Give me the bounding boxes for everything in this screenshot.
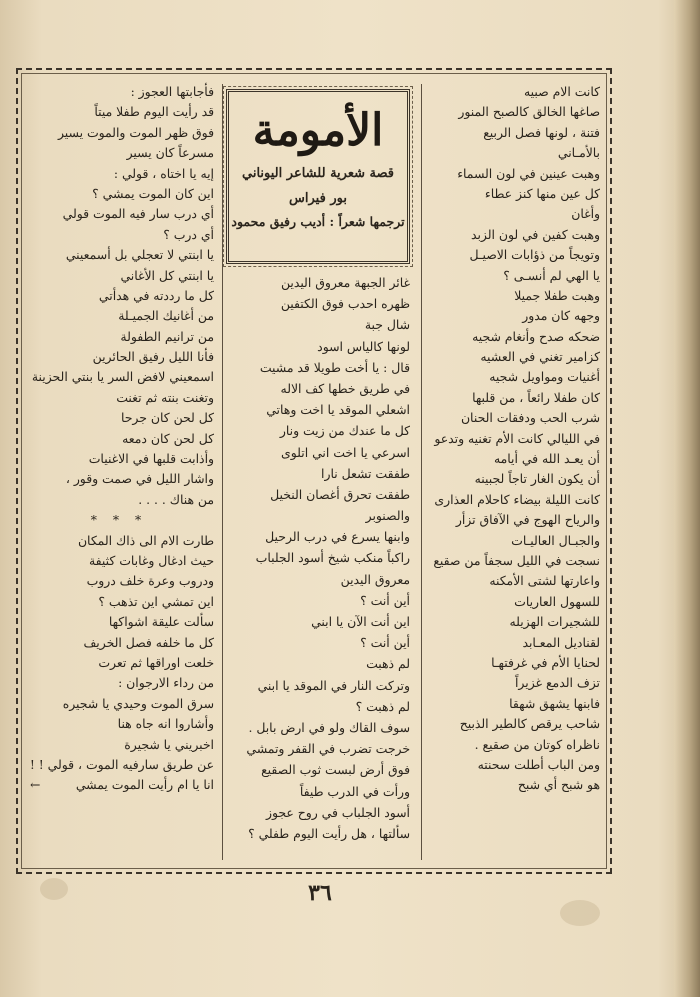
- column-divider: [421, 84, 422, 860]
- poem-line: من ترانيم الطفولة: [120, 328, 214, 344]
- poem-line: وتويجاً من ذؤابات الاصيـل: [469, 247, 600, 263]
- poem-line: أين أنت ؟: [360, 592, 410, 608]
- poem-line: كانت الليلة بيضاء كاحلام العذارى: [434, 491, 600, 507]
- poem-line: سرق الموت وحيدي يا شجيره: [62, 695, 214, 711]
- poem-line: وأشاروا انه جاه هنا: [117, 716, 214, 732]
- poem-line: ضحكه صدح وأنغام شجيه: [472, 328, 600, 344]
- poem-line: بالأمـاني: [557, 145, 600, 161]
- poem-line: نسجت في الليل سجفاً من صقيع: [433, 552, 600, 568]
- poem-line: كل لحن كان جرحا: [120, 410, 214, 426]
- poem-line: للسهول العاريات: [514, 593, 600, 609]
- poem-line: قال : يا أخت طويلا قد مشيت: [259, 359, 410, 375]
- poem-line: أين أنت ؟: [360, 635, 410, 651]
- poem-line: اسرعي يا اخت اني اتلوى: [281, 444, 410, 460]
- poem-subtitle: قصة شعرية للشاعر اليوناني: [242, 166, 394, 181]
- poem-line: طارت الام الى ذاك المكان: [77, 532, 214, 548]
- poem-line: اخبريني يا شجيرة: [124, 736, 214, 752]
- poet-name: بور فيراس: [289, 191, 347, 206]
- poem-line: خرجت تضرب في القفر وتمشي: [246, 741, 410, 757]
- poem-line: كل ما عندك من زيت ونار: [279, 423, 410, 439]
- poem-line: اين أنت الآن يا ابني: [311, 614, 410, 629]
- poem-line: كل ما خلفه فصل الخريف: [83, 634, 214, 650]
- poem-line: اسمعيني لافض السر يا بنتي الحزينة: [31, 369, 214, 385]
- poem-line: من رداء الارجوان :: [118, 675, 214, 691]
- poem-line: أي درب ؟: [163, 226, 214, 242]
- poem-line: والرياح الهوج في الآفاق تزأر: [455, 512, 600, 528]
- poem-line: كزامير تغني في العشيه: [480, 349, 600, 365]
- poem-line: طفقت تحرق أغصان النخيل: [270, 486, 410, 502]
- poem-line: ورأت في الدرب طيفاً: [299, 783, 410, 799]
- poem-line: معروق اليدين: [340, 571, 410, 587]
- poem-line: كل عين منها كنز عطاء: [484, 185, 600, 201]
- translator-credit: ترجمها شعراً : أديب رفيق محمود: [231, 214, 405, 229]
- poem-line: غائر الجبهة معروق اليدين: [280, 275, 410, 290]
- poem-line: اين تمشي اين تذهب ؟: [98, 593, 214, 609]
- poem-line: شرب الحب ودفقات الحنان: [460, 410, 600, 426]
- poem-line: فابنها يشهق شهقا: [509, 695, 600, 711]
- poem-line: هو شبح أي شبح: [517, 777, 600, 793]
- poem-line: وهبت عينين في لون السماء: [457, 165, 600, 181]
- poem-line: كل ما رددته في هدأتي: [98, 287, 214, 303]
- poem-line: وأذابت قلبها في الاغنيات: [88, 451, 214, 467]
- poem-line: واشار الليل في صمت وقور ،: [65, 471, 214, 487]
- poem-line: اشعلي الموقد يا اخت وهاتي: [266, 402, 410, 418]
- poem-line: اين كان الموت يمشي ؟: [92, 185, 214, 201]
- poem-line: صاغها الخالق كالصبح المنور: [458, 104, 600, 120]
- poem-line: ومن الباب أطلت سحنته: [477, 756, 600, 772]
- poem-line: وهبت طفلا جميلا: [514, 287, 600, 303]
- poem-line: يا ابنتي لا تعجلي بل أسمعيني: [65, 247, 214, 263]
- poem-line: لقناديل المعـابد: [522, 634, 600, 650]
- poem-line: خلعت اوراقها ثم تعرت: [98, 654, 214, 670]
- poem-line: في طريق خطها كف الاله: [280, 380, 410, 396]
- poem-line: كانت الام صبيه: [524, 84, 600, 99]
- title-box: [226, 89, 410, 264]
- continue-arrow-icon: ←: [30, 777, 41, 792]
- poem-line: تزف الدمع غزيراً: [514, 675, 600, 691]
- poem-line: أغنيات ومواويل شجيه: [489, 369, 600, 385]
- poem-line: أن يكون الغار تاجاً لجبينه: [474, 471, 600, 487]
- paper-stain: [560, 900, 600, 926]
- poem-line: انا يا ام رأيت الموت يمشي: [75, 777, 214, 793]
- poem-line: والجبـال العاليـات: [511, 532, 600, 548]
- poem-line: شاحب يرقص كالطير الذبيح: [459, 716, 600, 732]
- poem-line: لحنايا الأم في غرفتهـا: [491, 654, 600, 670]
- poem-line: وتغنت بنته ثم تغنت: [116, 389, 214, 405]
- poem-line: في الليالي كانت الأم تغنيه وتدعو: [434, 430, 600, 446]
- poem-line: سألت عليقة اشواكها: [108, 614, 214, 630]
- poem-line: وابنها يسرع في درب الرحيل: [265, 529, 410, 545]
- poem-line: يا الهي لم أنسـى ؟: [503, 267, 600, 283]
- right-column: [428, 82, 604, 862]
- poem-line: إيه يا اختاه ، قولي :: [113, 165, 214, 181]
- poem-line: فوق أرض لبست ثوب الصقيع: [261, 762, 410, 778]
- poem-line: سألتها ، هل رأيت اليوم طفلي ؟: [248, 825, 410, 841]
- poem-line: لم ذهبت: [366, 656, 410, 672]
- page-edge: [674, 0, 700, 997]
- poem-line: مسرعاً كان يسير: [126, 145, 214, 161]
- poem-line: فأنا الليل رفيق الحائرين: [92, 349, 214, 365]
- column-divider: [222, 84, 223, 860]
- poem-line: حيث ادغال وغابات كثيفة: [88, 552, 214, 568]
- poem-line: وأغان: [571, 206, 600, 222]
- poem-line: فوق ظهر الموت والموت يسير: [57, 124, 214, 140]
- poem-line: فأجابتها العجوز :: [130, 84, 214, 99]
- poem-line: قد رأيت اليوم طفلا ميتاً: [94, 104, 214, 120]
- poem-line: شال جبة: [364, 317, 410, 333]
- middle-column: [232, 272, 416, 862]
- page-number: ٣٦: [308, 880, 332, 906]
- poem-line: ظهره احدب فوق الكتفين: [280, 296, 410, 312]
- poem-line: أن يعـد الله في أيامه: [493, 451, 600, 467]
- poem-line: لونها كالياس اسود: [317, 338, 410, 354]
- poem-line: طفقت تشعل نارا: [321, 465, 410, 481]
- left-column: [24, 82, 220, 862]
- poem-line: فتنة ، لونها فصل الربيع: [483, 124, 600, 140]
- poem-line: سوف القاك ولو في ارض بابل .: [248, 719, 410, 735]
- poem-line: لم ذهبت ؟: [355, 698, 410, 714]
- poem-line: وتركت النار في الموقد يا ابني: [257, 677, 410, 693]
- poem-line: راكباً منكب شيخ أسود الجلباب: [255, 550, 410, 566]
- poem-line: ناظراه كوتان من صقيع .: [474, 736, 600, 752]
- paper-stain: [40, 878, 68, 900]
- poem-title: الأمومة: [252, 105, 384, 156]
- poem-line: يا ابنتي كل الأغاني: [120, 267, 214, 283]
- poem-line: أسود الجلباب في روح عجوز: [266, 804, 410, 820]
- poem-line: من هناك . . . .: [138, 491, 214, 507]
- poem-line: وجهه كان مدور: [522, 308, 600, 324]
- poem-line: وهبت كفين في لون الزبد: [470, 226, 600, 242]
- poem-line: واعارتها لشتى الأمكنه: [489, 573, 600, 589]
- poem-line: أي درب سار فيه الموت قولي: [62, 206, 214, 222]
- poem-line: من أغانيك الجميـلة: [118, 308, 214, 324]
- poem-line: كان طفلا رائعاً ، من قلبها: [472, 389, 600, 405]
- poem-line: والصنوبر: [365, 508, 410, 524]
- poem-line: كل لحن كان دمعه: [122, 430, 214, 446]
- poem-line: ودروب وعرة خلف دروب: [86, 573, 214, 589]
- poem-line: عن طريق سارفيه الموت ، قولي ! !: [29, 756, 214, 772]
- poem-line: للشجيرات الهزيله: [509, 614, 600, 630]
- poem-line: * * *: [90, 512, 148, 528]
